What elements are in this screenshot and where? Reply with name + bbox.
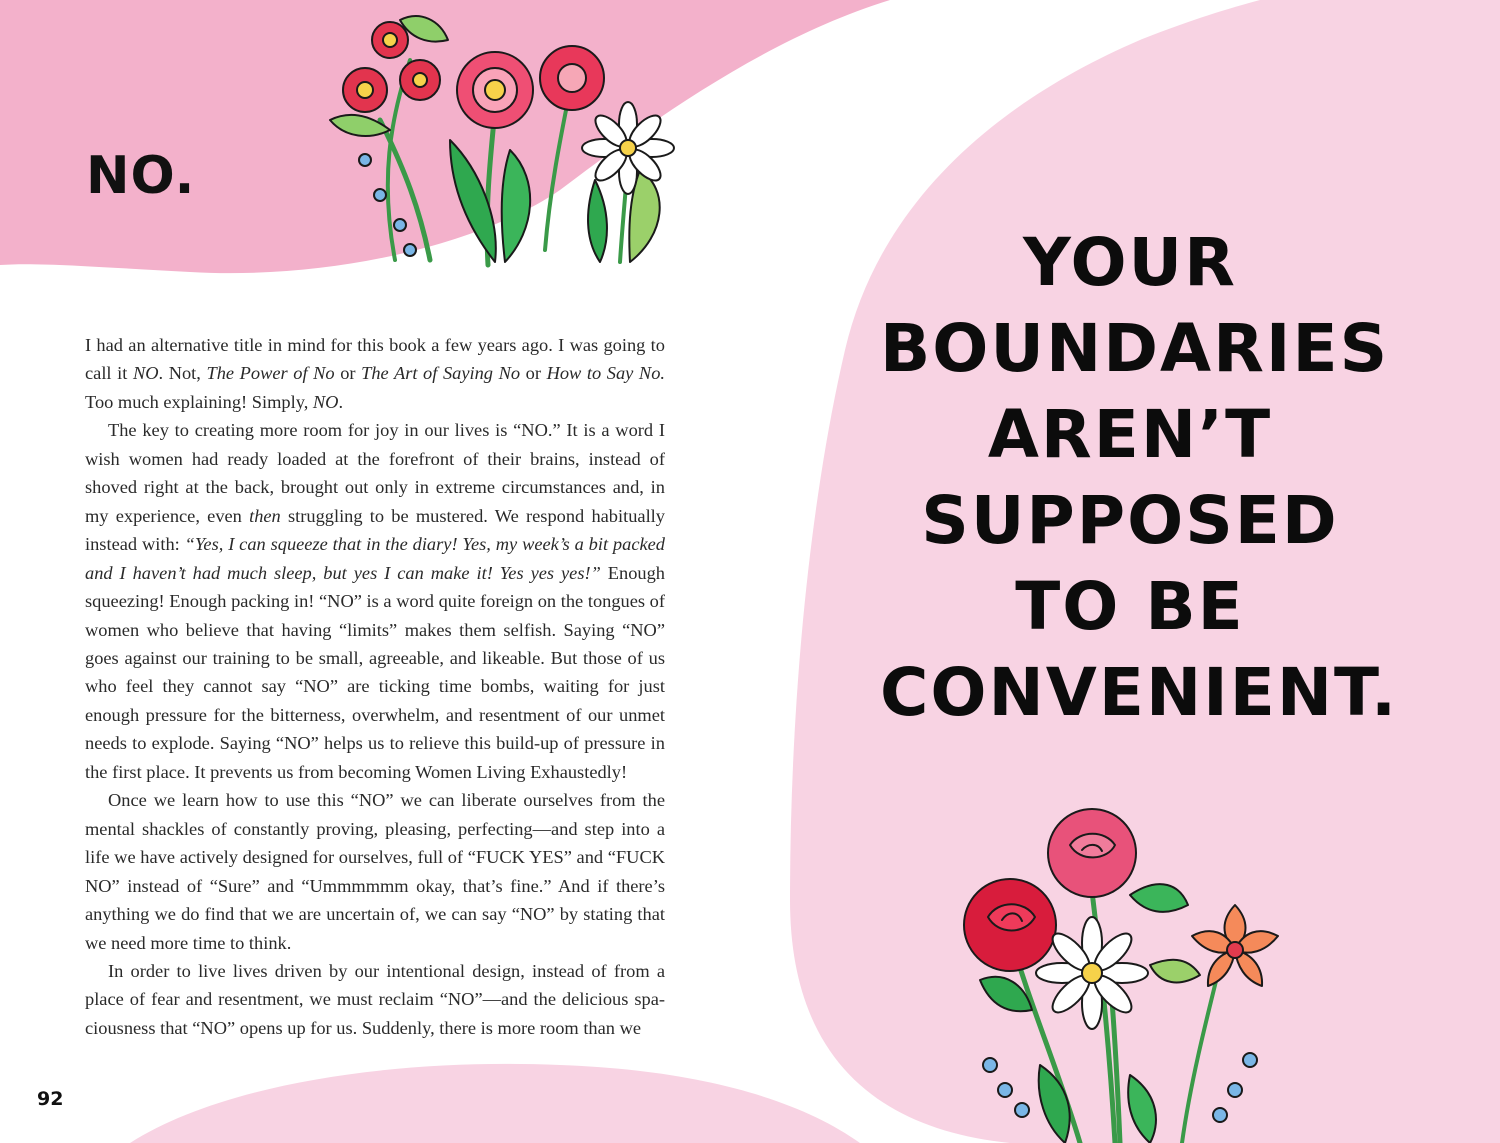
text-run: The key to creating more room for joy in our lives is “NO.” It is a word I wish women had ready loaded at the forefront of their brains, instead of shoved right at the back, brought out only in extreme circumstances and, in my experience, even xyxy=(85,420,665,526)
quote-line: SUPPOSED xyxy=(921,482,1339,559)
quote-line: TO BE xyxy=(1015,568,1245,645)
text-run: I had an alternative title in mind for this book a few years ago. I was going to call it xyxy=(85,335,665,384)
quote-line: CONVENIENT. xyxy=(880,654,1399,731)
italic-text: “Yes, I can squeeze that in the diary! Yes, my week’s a bit packed and I haven’t had much sleep, but yes I can make it! Yes yes yes!” xyxy=(85,534,666,583)
chapter-title: NO. xyxy=(86,146,196,206)
italic-text: NO xyxy=(312,391,339,412)
quote-line: YOUR xyxy=(1023,224,1237,301)
roses-daisy-bouquet-illustration xyxy=(950,805,1320,1143)
italic-text: How to Say No. xyxy=(546,363,665,384)
body-text xyxy=(85,331,665,1042)
italic-text: then xyxy=(249,505,281,526)
italic-text: The Art of Saying No xyxy=(361,363,521,384)
text-run: Enough squeezing! Enough packing in! “NO” is a word quite foreign on the tongues of women who believe that having “limits” makes them selfish. Saying “NO” goes against our training to be small, agreeable, and likeable. But those of us who feel they cannot say “NO” are ticking time bombs, waiting for just enough pressure for the bitterness, overwhelm, and resentment of our unmet needs to explode. Saying “NO” helps us to relieve this build-up of pressure in the first place. It prevents us from becoming Women Living Exhaustedly! xyxy=(85,562,665,782)
paragraph xyxy=(85,957,665,1042)
quote-line: AREN’T xyxy=(987,396,1273,473)
paragraph xyxy=(85,416,665,786)
text-run: . Not, xyxy=(158,363,207,384)
text-run: or xyxy=(520,363,547,384)
text-run: struggling to be mustered. We respond habitually instead with: xyxy=(85,505,665,555)
text-run: In order to live lives driven by our intentional design, instead of from a place of fear and resentment, we must reclaim “NO”—and the delicious spa-ciousness that “NO” opens up for us. Suddenly, there is more room than we xyxy=(85,960,665,1038)
italic-text: NO xyxy=(132,363,159,384)
pull-quote xyxy=(880,220,1399,736)
paragraph xyxy=(85,786,665,957)
text-run: Too much explaining! Simply, xyxy=(85,391,313,412)
italic-text: The Power of No xyxy=(206,363,335,384)
text-run: Once we learn how to use this “NO” we can liberate ourselves from the mental shackles of constantly proving, pleasing, perfecting—and step into a life we have actively designed for ourselves, full of “FUCK YES” and “FUCK NO” instead of “Sure” and “Ummmmmm okay, that’s fine.” And if there’s anything we do find that we are uncertain of, we can say “NO” by stating that we need more time to think. xyxy=(85,790,665,953)
paragraph xyxy=(85,331,665,416)
page-number: 92 xyxy=(37,1088,64,1110)
quote-line: BOUNDARIES xyxy=(880,310,1390,387)
text-run: . xyxy=(338,391,344,412)
wildflowers-top-illustration xyxy=(310,0,690,275)
text-run: or xyxy=(334,363,362,384)
